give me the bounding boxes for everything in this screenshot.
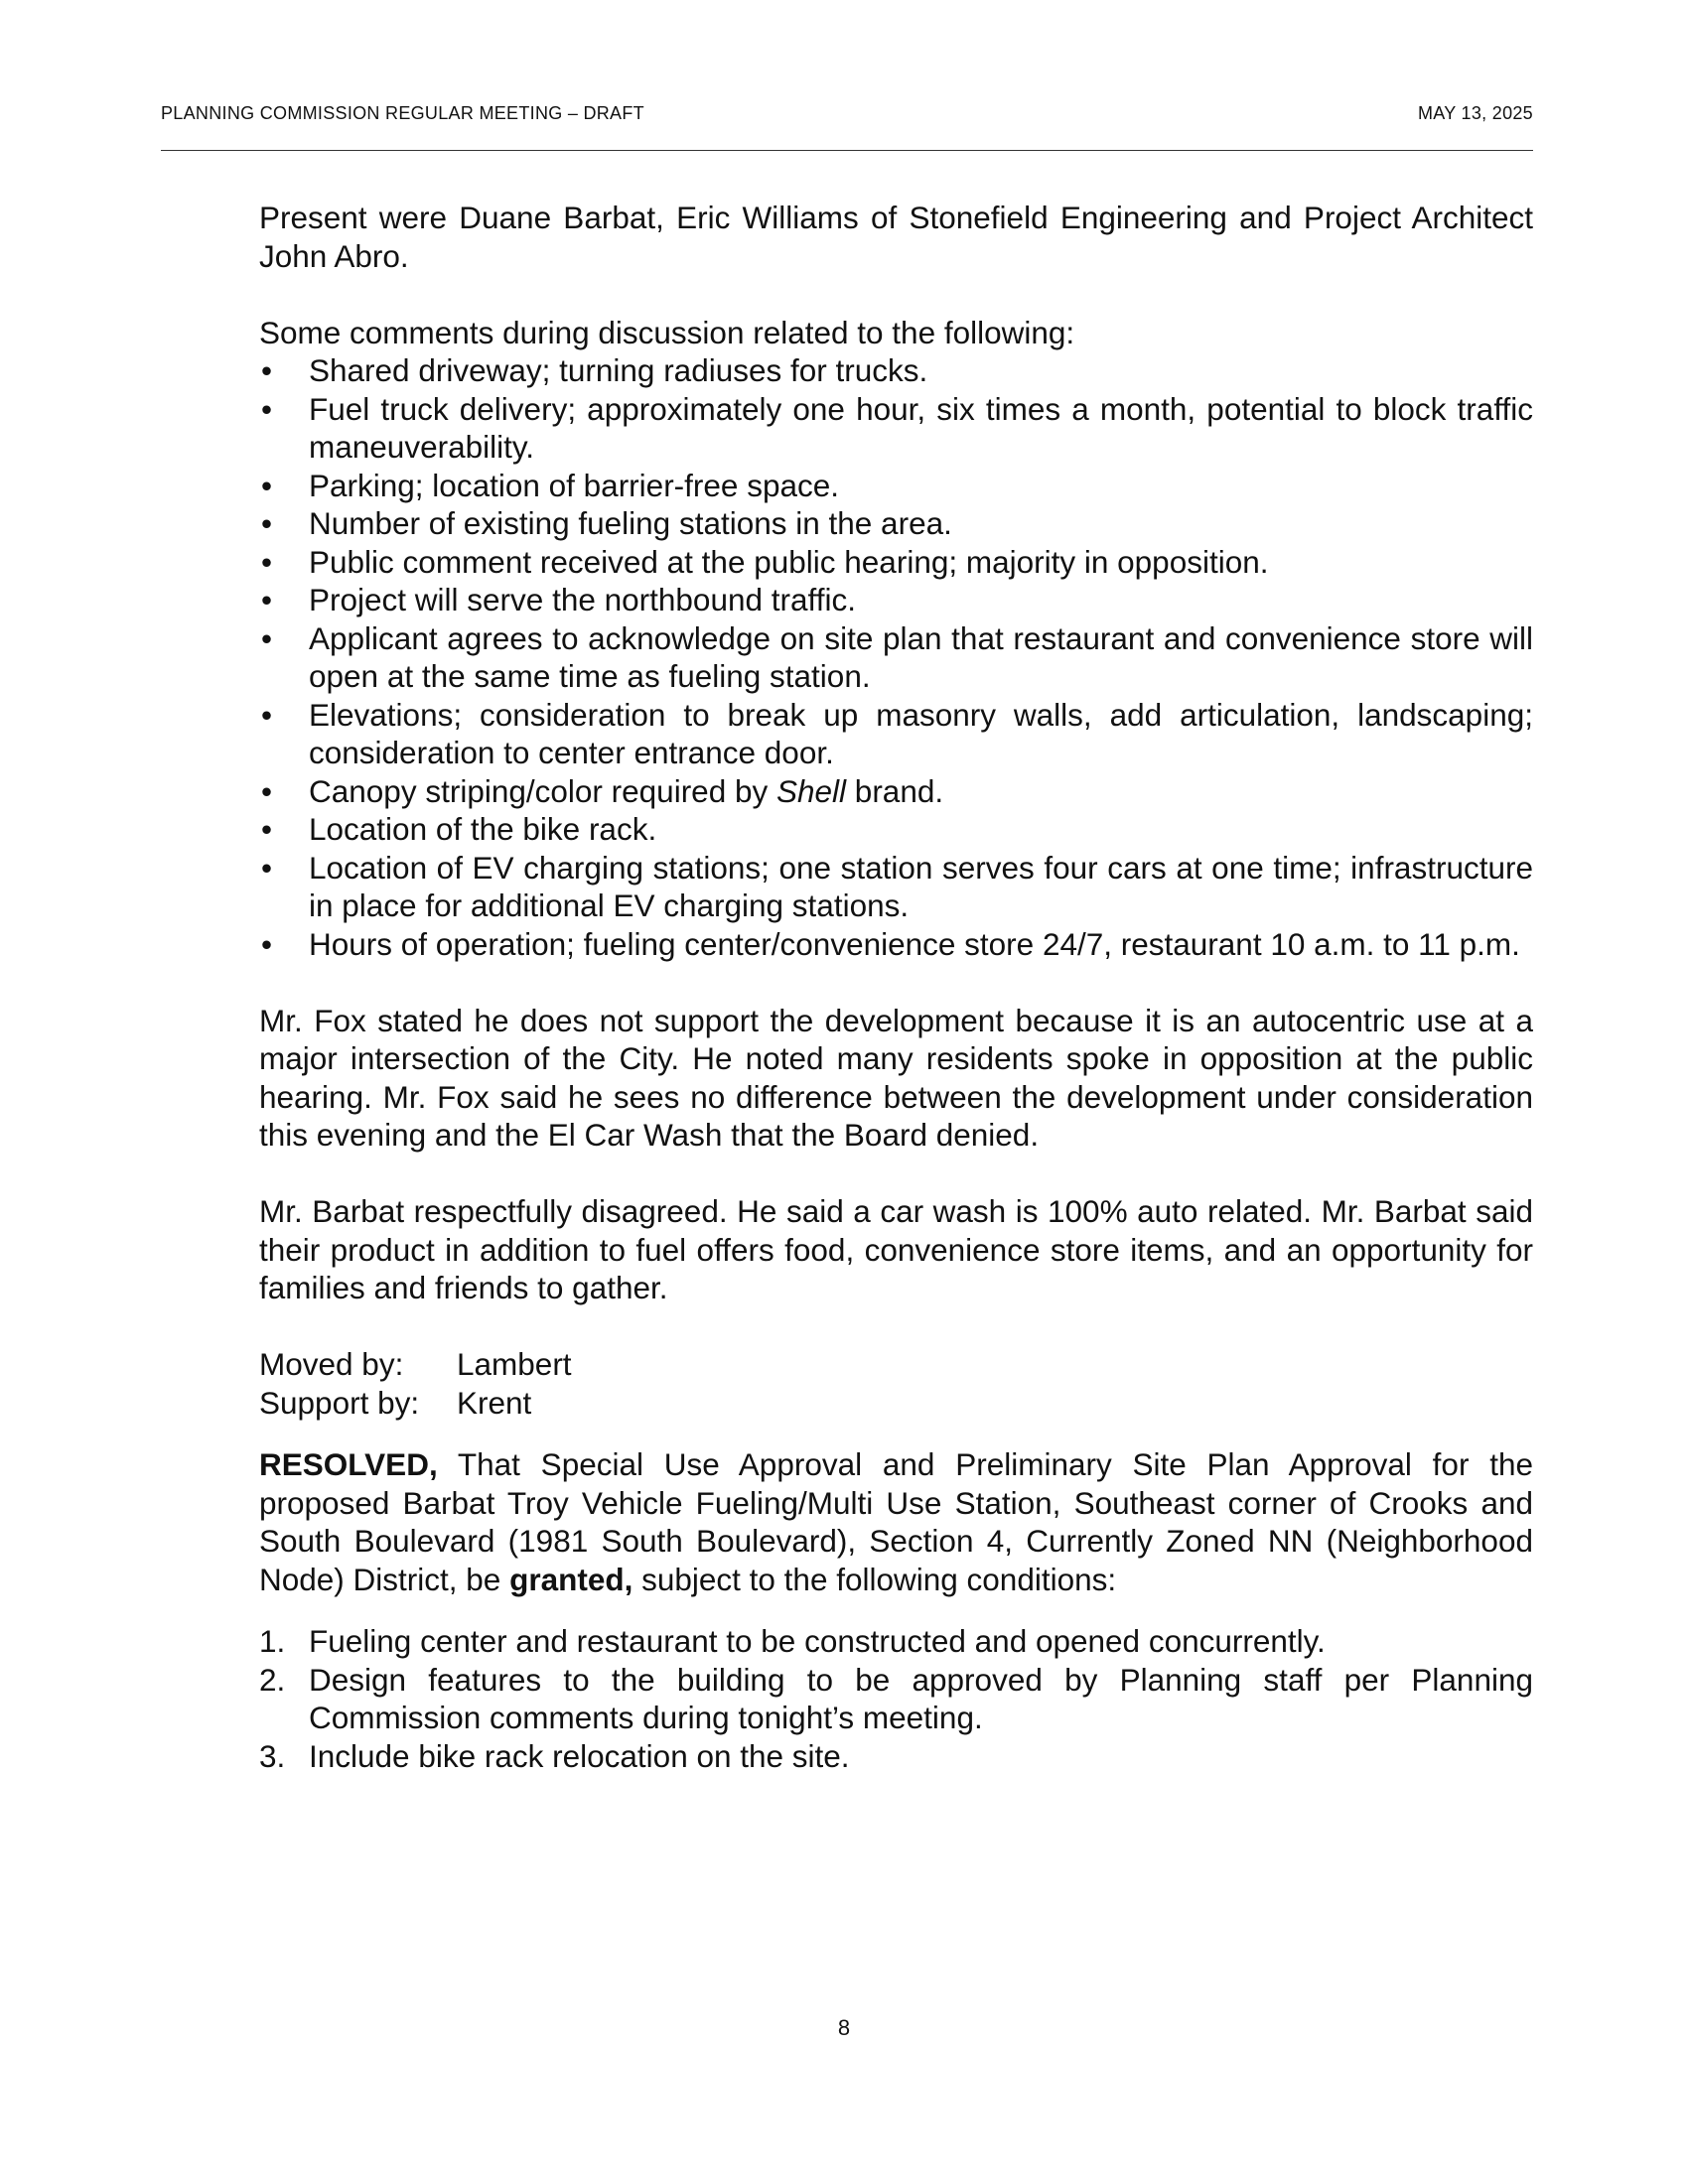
spacer	[259, 1422, 1533, 1445]
list-item	[259, 849, 1533, 925]
list-item	[259, 772, 1533, 811]
list-item	[259, 351, 1533, 390]
condition-text: Include bike rack relocation on the site.	[309, 1737, 850, 1774]
list-item-text: Elevations; consideration to break up masonry walls, add articulation, landscaping; consideration to center entrance door.	[309, 696, 1533, 770]
spacer	[259, 1598, 1533, 1622]
header-rule	[161, 150, 1533, 151]
list-item-text: Applicant agrees to acknowledge on site plan that restaurant and convenience store will open at the same time as fueling station.	[309, 619, 1533, 694]
list-item-text-after: brand.	[846, 772, 944, 809]
bullet-icon: •	[261, 696, 273, 733]
list-item-text: Public comment received at the public hearing; majority in opposition.	[309, 543, 1269, 580]
brand-name: Shell	[776, 772, 847, 809]
list-item	[259, 390, 1533, 467]
list-item	[259, 543, 1533, 582]
list-item	[259, 696, 1533, 772]
list-item-text: Parking; location of barrier-free space.	[309, 467, 840, 503]
list-item-text: Location of the bike rack.	[309, 811, 657, 847]
moved-by-row	[259, 1345, 1533, 1384]
bullet-icon: •	[261, 390, 273, 427]
bullet-icon: •	[261, 811, 273, 847]
list-item-text-before: Canopy striping/color required by	[309, 772, 776, 809]
barbat-paragraph: Mr. Barbat respectfully disagreed. He said a car wash is 100% auto related. Mr. Barbat said their product in addition to fuel offers food, convenience store items, and an opportunity for families and friends to gather.	[259, 1193, 1533, 1305]
fox-paragraph: Mr. Fox stated he does not support the development because it is an autocentric use at a major intersection of the City. He noted many residents spoke in opposition at the public hearing. Mr. Fox said he sees no difference between the development under consideration this evening and the El Car Wash that the Board denied.	[259, 1002, 1533, 1153]
page-header	[161, 103, 1533, 131]
bullet-icon: •	[261, 619, 273, 656]
bullet-icon: •	[261, 582, 273, 617]
condition-item	[259, 1622, 1533, 1661]
list-item	[259, 581, 1533, 619]
spacer	[259, 1155, 1533, 1193]
discussion-list	[259, 351, 1533, 963]
condition-number: 2.	[259, 1661, 286, 1698]
list-item-text: Number of existing fueling stations in the area.	[309, 505, 952, 541]
bullet-icon: •	[261, 849, 273, 886]
bullet-icon: •	[261, 925, 273, 962]
spacer	[259, 275, 1533, 314]
list-item	[259, 619, 1533, 696]
list-item-text: Hours of operation; fueling center/convenience store 24/7, restaurant 10 a.m. to 11 p.m.	[309, 925, 1520, 962]
list-item	[259, 925, 1533, 964]
list-item-text: Shared driveway; turning radiuses for trucks.	[309, 352, 928, 388]
list-item-text: Project will serve the northbound traffic.	[309, 582, 856, 617]
list-item	[259, 810, 1533, 849]
resolved-label: RESOLVED,	[259, 1446, 438, 1482]
bullet-icon: •	[261, 505, 273, 541]
moved-by-label: Moved by:	[259, 1346, 404, 1382]
discussion-intro: Some comments during discussion related to the following:	[259, 314, 1075, 350]
condition-number: 1.	[259, 1623, 286, 1659]
support-by-row	[259, 1384, 1533, 1423]
bullet-icon: •	[261, 772, 273, 809]
conditions-list	[259, 1622, 1533, 1775]
resolution-text-1: That Special Use Approval and Preliminary Site Plan Approval for the proposed Barbat Troy Vehicle Fueling/Multi Use Station, Southeast corner of Crooks and South Boulevard (1981 South Boulevard), Section 4, Currently Zoned NN (Neighborhood Node) District, be	[259, 1446, 1533, 1597]
page-number: 8	[837, 2015, 851, 2040]
resolution-text-2: subject to the following conditions:	[633, 1561, 1117, 1597]
condition-text: Fueling center and restaurant to be constructed and opened concurrently.	[309, 1623, 1326, 1659]
moved-by-value: Lambert	[457, 1346, 572, 1382]
list-item	[259, 504, 1533, 543]
bullet-icon: •	[261, 543, 273, 580]
resolution-paragraph	[259, 1445, 1533, 1598]
condition-text: Design features to the building to be approved by Planning staff per Planning Commission comments during tonight’s meeting.	[309, 1661, 1533, 1735]
header-title: PLANNING COMMISSION REGULAR MEETING – DRAFT	[161, 103, 644, 123]
list-item	[259, 467, 1533, 505]
bullet-icon: •	[261, 467, 273, 503]
spacer	[259, 1307, 1533, 1346]
header-date: MAY 13, 2025	[1417, 103, 1533, 123]
bullet-icon: •	[261, 352, 273, 388]
support-by-label: Support by:	[259, 1384, 420, 1421]
condition-number: 3.	[259, 1737, 286, 1774]
condition-item	[259, 1661, 1533, 1737]
support-by-value: Krent	[457, 1384, 532, 1421]
list-item-text: Fuel truck delivery; approximately one hour, six times a month, potential to block traffic maneuverability.	[309, 390, 1533, 465]
document-body	[259, 199, 1533, 1775]
attendees-paragraph: Present were Duane Barbat, Eric Williams of Stonefield Engineering and Project Architect John Abro.	[259, 200, 1533, 274]
granted-label: granted,	[509, 1561, 633, 1597]
condition-item	[259, 1737, 1533, 1776]
spacer	[259, 963, 1533, 1002]
list-item-text: Location of EV charging stations; one station serves four cars at one time; infrastructure in place for additional EV charging stations.	[309, 849, 1533, 923]
